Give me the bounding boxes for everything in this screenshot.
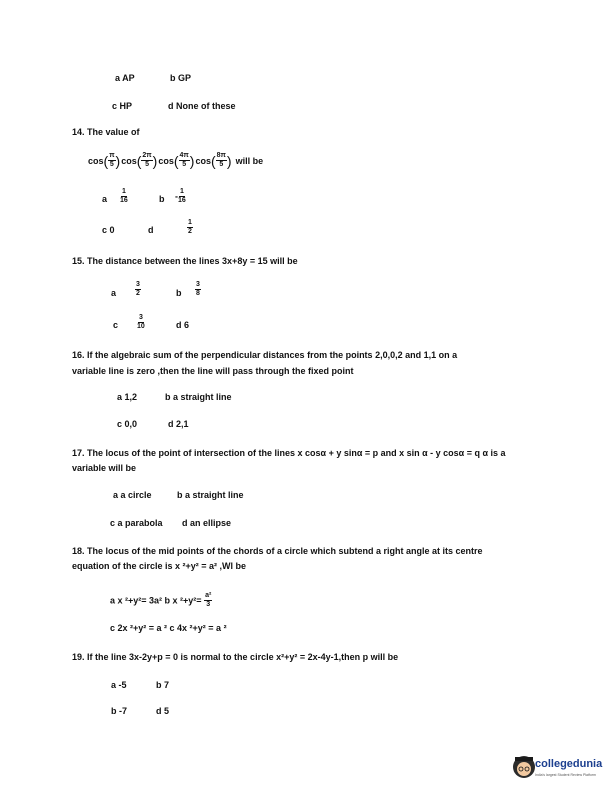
cos-label: cos — [158, 155, 174, 166]
q16-option-b: b a straight line — [165, 392, 232, 402]
q14-suffix: will be — [235, 155, 264, 166]
q14-expression — [88, 152, 263, 169]
q16-option-c: c 0,0 — [117, 419, 138, 429]
cos-label: cos — [121, 155, 137, 166]
q17-option-c: c a parabola — [110, 518, 163, 528]
q14-term-1: cos ( $\frac{\pi}{5}$ ) — [88, 152, 121, 169]
q17-line-1: 17. The locus of the point of intersection of the lines x cosα + y sinα = p and x sin α - y cosα = q α is a — [72, 448, 506, 458]
q15-title: 15. The distance between the lines 3x+8y = 15 will be — [72, 256, 298, 266]
q14-title: 14. The value of — [72, 127, 140, 137]
q15-option-b-label: b — [176, 288, 182, 298]
q17-option-a: a a circle — [113, 490, 152, 500]
fraction: $\frac{\pi}{5}$ — [109, 152, 115, 168]
q14-term-4: cos ( $\frac{8\pi}{5}$ ) — [195, 152, 232, 169]
logo-text: collegedunia — [535, 758, 603, 770]
q14-option-a-value: $\frac{1}{16}$ — [120, 188, 128, 204]
fraction: $\frac{2\pi}{5}$ — [142, 152, 152, 168]
fraction: $\frac{8\pi}{5}$ — [216, 152, 226, 168]
q16-line-2: variable line is zero ,then the line will pass through the fixed point — [72, 366, 354, 376]
q18-line-1: 18. The locus of the mid points of the chords of a circle which subtend a right angle at its centre — [72, 546, 483, 556]
logo-tagline: India's largest Student Review Platform — [535, 773, 596, 777]
q15-option-d: d 6 — [176, 320, 190, 330]
fraction: $\frac{4\pi}{5}$ — [179, 152, 189, 168]
q18-options-ab — [110, 592, 212, 609]
q13-option-a: a AP — [115, 73, 135, 83]
q14-option-b-value: - $\frac{1}{16}$ — [175, 188, 186, 204]
q17-option-b: b a straight line — [177, 490, 244, 500]
q14-option-a-label: a — [102, 194, 108, 204]
q19-title: 19. If the line 3x-2y+p = 0 is normal to the circle x²+y² = 2x-4y-1,then p will be — [72, 652, 399, 662]
q16-option-d: d 2,1 — [168, 419, 189, 429]
q19-option-b: b 7 — [156, 680, 170, 690]
q14-term-3: cos ( $\frac{4\pi}{5}$ ) — [158, 152, 195, 169]
q18-options-cd: c 2x ²+y² = a ² c 4x ²+y² = a ² — [110, 623, 227, 633]
cos-label: cos — [195, 155, 211, 166]
q17-line-2: variable will be — [72, 463, 137, 473]
q14-option-b-label: b — [159, 194, 165, 204]
q18-line-2: equation of the circle is x ²+y² = a² ,Wl be — [72, 561, 247, 571]
q19-option-a: a -5 — [111, 680, 127, 690]
q13-option-d: d None of these — [168, 101, 236, 111]
q16-option-a: a 1,2 — [117, 392, 138, 402]
q15-option-a-value: $\frac{3}{2}$ — [136, 281, 140, 297]
q19-option-c: b -7 — [111, 706, 128, 716]
q15-option-b-value: $\frac{3}{8}$ — [196, 281, 200, 297]
q18-option-ab-text: a x ²+y²= 3a² b x ²+y²= — [110, 595, 202, 606]
q14-option-d-label: d — [148, 225, 154, 235]
q15-option-c-label: c — [113, 320, 119, 330]
q19-option-d: d 5 — [156, 706, 170, 716]
cos-label: cos — [88, 155, 104, 166]
fraction: $\frac{\text{a²}}{3}$ — [205, 592, 212, 608]
q17-option-d: d an ellipse — [182, 518, 232, 528]
q15-option-c-value: $\frac{3}{10}$ — [137, 314, 145, 330]
q14-option-d-value: $\frac{1}{2}$ — [188, 219, 192, 235]
q13-option-b: b GP — [170, 73, 192, 83]
q16-line-1: 16. If the algebraic sum of the perpendicular distances from the points 2,0,0,2 and 1,1 on a — [72, 350, 458, 360]
q14-option-c: c 0 — [102, 225, 115, 235]
q15-option-a-label: a — [111, 288, 117, 298]
q13-option-c: c HP — [112, 101, 133, 111]
q14-term-2: cos ( $\frac{2\pi}{5}$ ) — [121, 152, 158, 169]
